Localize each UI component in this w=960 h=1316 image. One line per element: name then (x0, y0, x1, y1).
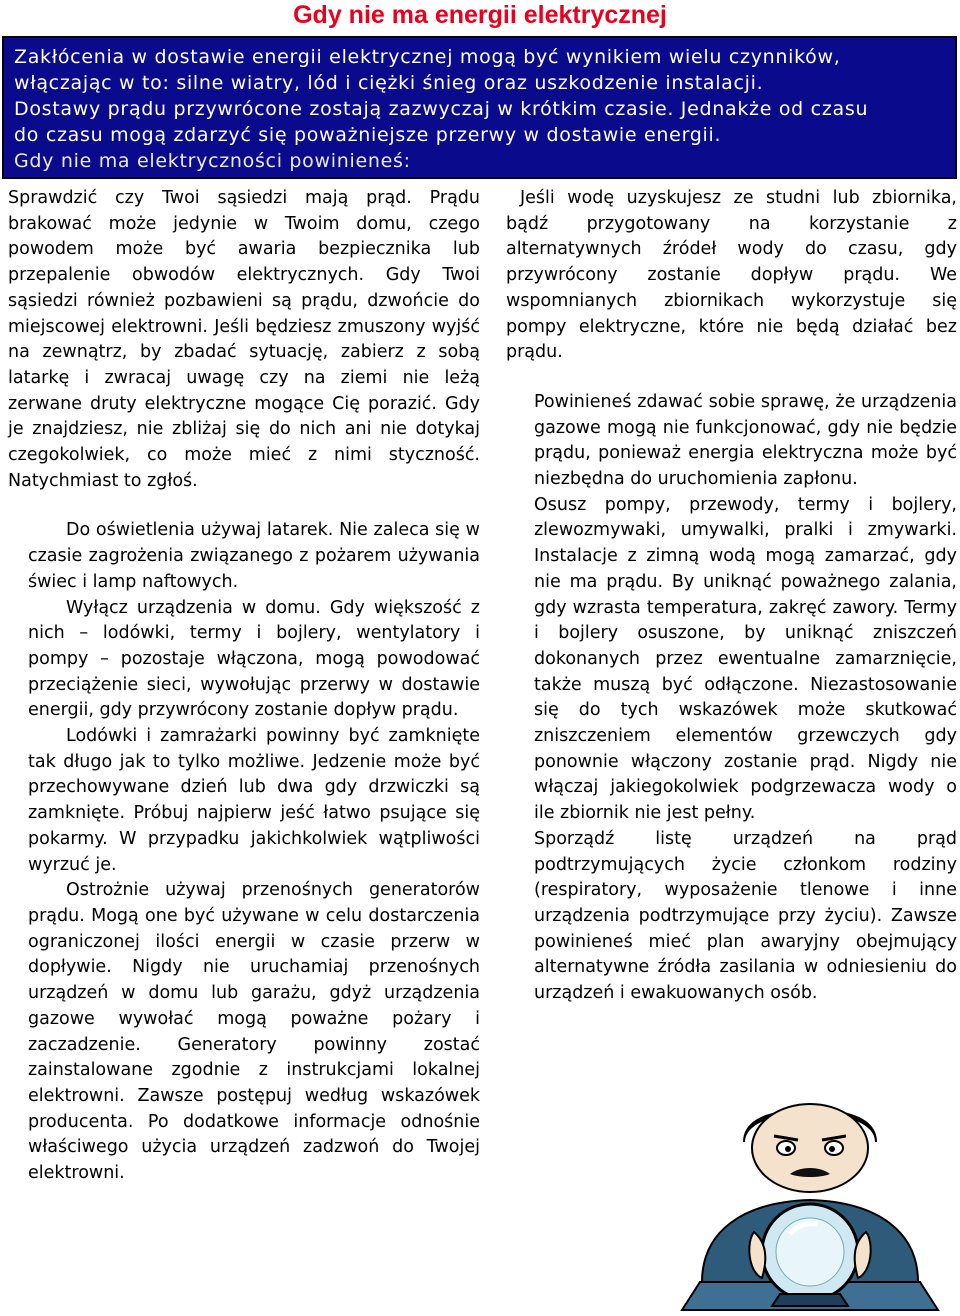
intro-question: Gdy nie ma elektryczności powinieneś: (14, 150, 411, 172)
right-column (506, 186, 957, 1007)
intro-line: Dostawy prądu przywrócone zostają zazwyczaj w krótkim czasie. Jednakże od czasu (14, 98, 869, 120)
fortune-teller-crystal-ball-icon (662, 1082, 958, 1312)
paragraph-fridges: Lodówki i zamrażarki powinny być zamknięte tak długo jak to tylko możliwe. Jedzenie może być przechowywane dzień lub dwa gdy drzwiczki są zamknięte. Próbuj najpierw jeść łatwo psujące się pokarmy. W przypadku jakichkolwiek wątpliwości wyrzuć je. (28, 726, 480, 875)
intro-line: włączając w to: silne wiatry, lód i ciężki śnieg oraz uszkodzenie instalacji. (14, 72, 764, 94)
paragraph-turn-off-devices: Wyłącz urządzenia w domu. Gdy większość z nich – lodówki, termy i bojlery, wentylatory i pompy – pozostaje włączona, mogą powodować przeciążenie sieci, wywołując przerwy w dostawie energii, gdy przywrócony zostanie dopływ prądu. (28, 597, 480, 721)
paragraph-generators: Ostrożnie używaj przenośnych generatorów prądu. Mogą one być używane w celu dostarczenia ograniczonej ilości energii w czasie przerw w dopływie. Nigdy nie uruchamiaj przenośnych urządzeń w domu lub garażu, gdyż urządzenia gazowe wywołać mogą poważne pożary i zaczadzenie. Generatory powinny zostać zainstalowane zgodnie z instrukcjami lokalnej elektrowni. Zawsze postępuj według wskazówek producenta. Po dodatkowe informacje odnośnie właściwego użycia urządzeń zadzwoń do Twojej elektrowni. (28, 880, 480, 1184)
paragraph-check-neighbors: Sprawdzić czy Twoi sąsiedzi mają prąd. Prądu brakować może jedynie w Twoim domu, czego powodem może być awaria bezpiecznika lub przepalenie obwodów elektrycznych. Gdy Twoi sąsiedzi również pozbawieni są prądu, dzwońcie do miejscowej elektrowni. Jeśli będziesz zmuszony wyjść na zewnątrz, by zbadać sytuację, zabierz z sobą latarkę i zwracaj uwagę czy na ziemi nie leżą zerwane druty elektryczne mogące Cię porazić. Gdy je znajdziesz, nie zbliżaj się do nich ani nie dotykaj czegokolwiek, co może mieć z nimi styczność. Natychmiast to zgłoś. (8, 188, 480, 491)
intro-line: do czasu mogą zdarzyć się poważniejsze przerwy w dostawie energii. (14, 124, 722, 146)
page-title: Gdy nie ma energii elektrycznej (293, 1, 667, 29)
paragraph-drain-pipes: Osusz pompy, przewody, termy i bojlery, zlewozmywaki, umywalki, pralki i zmywarki. Instalacje z zimną wodą mogą zamarzać, gdy nie ma prądu. By uniknąć poważnego zalania, gdy wzrasta temperatura, zakręć zawory. Termy i bojlery osuszone, by uniknąć zniszczeń dokonanych przez ewentualne zamarznięcie, także muszą być odłączone. Niezastosowanie się do tych wskazówek może skutkować zniszczeniem elementów grzewczych gdy ponownie włączony zostanie prąd. Nigdy nie włączaj jakiegokolwiek podgrzewacza wody o ile zbiornik nie jest pełny. (534, 494, 957, 824)
intro-line: Zakłócenia w dostawie energii elektrycznej mogą być wynikiem wielu czynników, (14, 46, 841, 68)
paragraph-flashlights: Do oświetlenia używaj latarek. Nie zaleca się w czasie zagrożenia związanego z pożarem używania świec i lamp naftowych. (28, 520, 480, 592)
intro-box (2, 36, 957, 179)
paragraph-gas-devices: Powinieneś zdawać sobie sprawę, że urządzenia gazowe mogą nie funkcjonować, gdy nie będzie prądu, ponieważ energia elektryczna może być niezbędna do uruchomienia zapłonu. (534, 391, 957, 490)
left-column (4, 186, 480, 1187)
paragraph-life-support: Sporządź listę urządzeń na prąd podtrzymujących życie członkom rodziny (respiratory, wyposażenie tlenowe i inne urządzenia podtrzymujące przy życiu). Zawsze powinieneś mieć plan awaryjny obejmujący alternatywne źródła zasilania w odniesieniu do urządzeń i ewakuowanych osób. (534, 828, 957, 1004)
paragraph-water: Jeśli wodę uzyskujesz ze studni lub zbiornika, bądź przygotowany na korzystanie z alternatywnych źródeł wody do czasu, gdy przywrócony zostanie dopływ prądu. We wspomnianych zbiornikach wykorzystuje się pompy elektryczne, które nie będą działać bez prądu. (506, 188, 957, 363)
